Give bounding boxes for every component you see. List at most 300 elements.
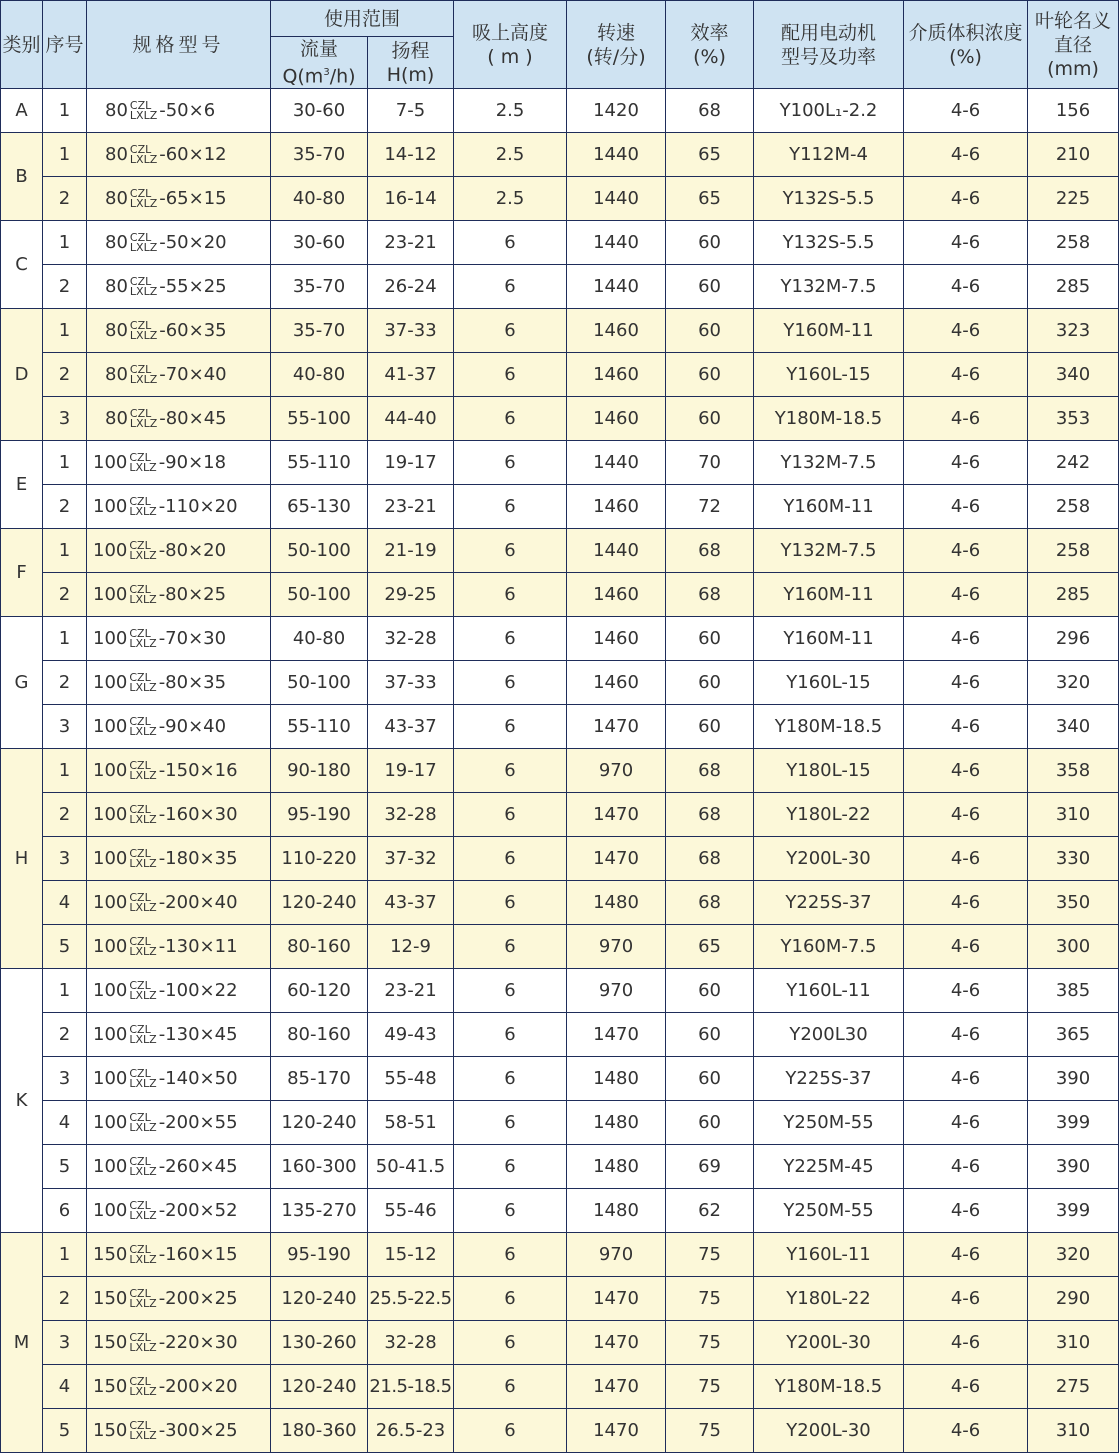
model-suffix: -220×30 [158,1332,238,1354]
model-suffix: -300×25 [158,1420,238,1442]
impeller-cell: 285 [1028,573,1119,617]
model-code [93,1200,238,1221]
model-suffix: -60×12 [159,144,227,166]
header-impeller: 叶轮名义直径 (mm) [1028,1,1119,89]
head-cell: 21.5-18.5 [368,1365,454,1409]
model-series-tag [129,1242,157,1266]
efficiency-cell: 75 [666,1233,754,1277]
flow-cell: 55-100 [271,397,368,441]
model-prefix: 100 [93,716,128,738]
table-row [1,309,1119,353]
table-row [1,925,1119,969]
concentration-cell: 4-6 [904,1013,1028,1057]
model-code [93,496,238,517]
model-suffix: -80×25 [158,584,227,606]
impeller-cell: 300 [1028,925,1119,969]
model-cell [87,617,271,661]
seq-cell: 1 [43,441,87,485]
model-tag-bottom: LXLZ [129,1252,157,1266]
motor-cell: Y200L-30 [754,1409,904,1453]
impeller-cell: 390 [1028,1057,1119,1101]
speed-cell: 1440 [567,265,666,309]
suction-cell: 6 [454,1189,567,1233]
model-code [93,804,238,825]
concentration-cell: 4-6 [904,1101,1028,1145]
model-series-tag [129,142,158,166]
model-suffix: -260×45 [158,1156,238,1178]
model-tag-top: CZL [129,802,151,816]
flow-cell: 55-110 [271,441,368,485]
motor-cell: Y250M-55 [754,1189,904,1233]
efficiency-cell: 68 [666,749,754,793]
efficiency-cell: 60 [666,969,754,1013]
speed-cell: 1470 [567,793,666,837]
model-tag-bottom: LXLZ [129,988,157,1002]
head-cell: 49-43 [368,1013,454,1057]
table-body [1,89,1119,1453]
model-suffix: -80×20 [158,540,227,562]
header-head: 扬程 H(m) [368,37,454,89]
table-row [1,705,1119,749]
model-cell [87,1233,271,1277]
motor-cell: Y160L-11 [754,969,904,1013]
model-code [93,1112,238,1133]
table-row [1,837,1119,881]
model-code [105,276,227,297]
model-prefix: 80 [105,144,128,166]
motor-cell: Y160L-11 [754,1233,904,1277]
suction-cell: 6 [454,1013,567,1057]
model-tag-top: CZL [129,186,152,200]
concentration-cell: 4-6 [904,89,1028,133]
efficiency-cell: 68 [666,573,754,617]
motor-cell: Y180M-18.5 [754,705,904,749]
concentration-cell: 4-6 [904,221,1028,265]
table-row [1,617,1119,661]
head-cell: 41-37 [368,353,454,397]
head-cell: 37-33 [368,661,454,705]
model-series-tag [129,1154,157,1178]
model-tag-top: CZL [129,98,152,112]
model-series-tag [129,318,158,342]
table-row [1,1233,1119,1277]
motor-cell: Y160M-11 [754,573,904,617]
table-row [1,1409,1119,1453]
suction-cell: 6 [454,705,567,749]
model-tag-top: CZL [129,318,152,332]
model-series-tag [129,1198,157,1222]
model-tag-bottom: LXLZ [129,636,157,650]
table-row [1,397,1119,441]
model-series-tag [129,846,157,870]
model-prefix: 100 [93,804,128,826]
speed-cell: 1460 [567,309,666,353]
suction-cell: 6 [454,969,567,1013]
model-code [105,100,215,121]
impeller-cell: 330 [1028,837,1119,881]
model-suffix: -110×20 [158,496,238,518]
model-series-tag [129,230,158,254]
table-row [1,177,1119,221]
impeller-cell: 399 [1028,1189,1119,1233]
suction-cell: 6 [454,573,567,617]
motor-cell: Y160M-11 [754,617,904,661]
seq-cell: 2 [43,485,87,529]
model-code [93,716,226,737]
model-code [105,364,227,385]
model-code [93,760,238,781]
efficiency-cell: 60 [666,265,754,309]
header-speed: 转速 (转/分) [567,1,666,89]
seq-cell: 1 [43,133,87,177]
header-flow: 流量 $Q(m^3/h)$ [271,37,368,89]
model-cell [87,309,271,353]
model-tag-top: CZL [129,1242,151,1256]
flow-cell: 50-100 [271,573,368,617]
concentration-cell: 4-6 [904,969,1028,1013]
model-code [93,1376,238,1397]
model-code [93,628,226,649]
model-prefix: 100 [93,628,128,650]
suction-cell: 2.5 [454,177,567,221]
seq-cell: 3 [43,837,87,881]
model-series-tag [129,494,157,518]
model-code [93,980,238,1001]
model-code [105,408,227,429]
motor-cell: Y132M-7.5 [754,441,904,485]
category-cell: D [1,309,43,441]
seq-cell: 1 [43,309,87,353]
seq-cell: 2 [43,573,87,617]
motor-cell: Y200L-30 [754,1321,904,1365]
impeller-cell: 340 [1028,353,1119,397]
efficiency-cell: 60 [666,617,754,661]
model-prefix: 80 [105,276,128,298]
flow-cell: 85-170 [271,1057,368,1101]
model-code [105,320,227,341]
category-cell: A [1,89,43,133]
model-cell [87,749,271,793]
model-tag-bottom: LXLZ [129,1032,157,1046]
table-row [1,881,1119,925]
model-tag-bottom: LXLZ [129,284,158,298]
efficiency-cell: 65 [666,925,754,969]
model-prefix: 100 [93,760,128,782]
model-series-tag [129,1286,157,1310]
model-series-tag [129,934,157,958]
efficiency-cell: 60 [666,1057,754,1101]
efficiency-cell: 70 [666,441,754,485]
category-cell: E [1,441,43,529]
concentration-cell: 4-6 [904,133,1028,177]
suction-cell: 6 [454,661,567,705]
model-prefix: 80 [105,364,128,386]
seq-cell: 1 [43,969,87,1013]
model-tag-top: CZL [129,978,151,992]
model-tag-top: CZL [129,934,151,948]
seq-cell: 5 [43,1145,87,1189]
flow-cell: 120-240 [271,1101,368,1145]
motor-cell: Y132M-7.5 [754,265,904,309]
model-tag-bottom: LXLZ [129,900,157,914]
efficiency-cell: 62 [666,1189,754,1233]
concentration-cell: 4-6 [904,1189,1028,1233]
suction-cell: 6 [454,1145,567,1189]
motor-cell: Y160L-15 [754,353,904,397]
model-series-tag [129,186,158,210]
efficiency-cell: 68 [666,793,754,837]
flow-cell: 90-180 [271,749,368,793]
efficiency-cell: 60 [666,309,754,353]
model-cell [87,485,271,529]
seq-cell: 1 [43,221,87,265]
model-prefix: 80 [105,408,128,430]
head-cell: 37-33 [368,309,454,353]
table-row [1,265,1119,309]
head-cell: 32-28 [368,793,454,837]
speed-cell: 1440 [567,441,666,485]
model-cell [87,221,271,265]
model-prefix: 150 [93,1420,128,1442]
flow-cell: 110-220 [271,837,368,881]
efficiency-cell: 75 [666,1409,754,1453]
model-tag-top: CZL [129,362,152,376]
model-tag-top: CZL [129,1286,151,1300]
efficiency-cell: 60 [666,1013,754,1057]
concentration-cell: 4-6 [904,573,1028,617]
suction-cell: 6 [454,441,567,485]
head-cell: 19-17 [368,749,454,793]
motor-cell: Y225S-37 [754,881,904,925]
seq-cell: 1 [43,749,87,793]
seq-cell: 2 [43,177,87,221]
model-cell [87,925,271,969]
suction-cell: 6 [454,309,567,353]
motor-cell: Y180L-22 [754,793,904,837]
model-prefix: 80 [105,320,128,342]
suction-cell: 6 [454,881,567,925]
model-tag-bottom: LXLZ [129,1076,157,1090]
model-prefix: 100 [93,672,128,694]
model-tag-top: CZL [129,1198,151,1212]
table-row [1,441,1119,485]
table-row [1,969,1119,1013]
model-tag-bottom: LXLZ [129,1384,157,1398]
model-tag-top: CZL [129,538,151,552]
model-code [93,584,226,605]
model-code [93,1156,238,1177]
head-cell: 26.5-23 [368,1409,454,1453]
model-prefix: 100 [93,452,128,474]
concentration-cell: 4-6 [904,925,1028,969]
suction-cell: 6 [454,221,567,265]
head-cell: 43-37 [368,705,454,749]
table-row [1,1365,1119,1409]
table-row [1,221,1119,265]
table-row [1,133,1119,177]
model-tag-bottom: LXLZ [129,592,157,606]
model-cell [87,1013,271,1057]
speed-cell: 1470 [567,1365,666,1409]
table-row [1,1057,1119,1101]
motor-cell: Y160M-11 [754,485,904,529]
suction-cell: 6 [454,1233,567,1277]
category-cell: H [1,749,43,969]
header-motor: 配用电动机 型号及功率 [754,1,904,89]
head-cell: 37-32 [368,837,454,881]
speed-cell: 1480 [567,1101,666,1145]
impeller-cell: 320 [1028,1233,1119,1277]
concentration-cell: 4-6 [904,1277,1028,1321]
efficiency-cell: 69 [666,1145,754,1189]
model-tag-bottom: LXLZ [129,1428,157,1442]
model-suffix: -90×40 [158,716,227,738]
table-row [1,1277,1119,1321]
impeller-cell: 323 [1028,309,1119,353]
model-suffix: -55×25 [159,276,227,298]
model-suffix: -65×15 [159,188,227,210]
model-suffix: -200×52 [158,1200,238,1222]
model-tag-top: CZL [129,1110,151,1124]
model-cell [87,881,271,925]
speed-cell: 1460 [567,485,666,529]
flow-cell: 135-270 [271,1189,368,1233]
flow-cell: 30-60 [271,89,368,133]
head-cell: 21-19 [368,529,454,573]
concentration-cell: 4-6 [904,793,1028,837]
concentration-cell: 4-6 [904,309,1028,353]
model-cell [87,265,271,309]
efficiency-cell: 68 [666,89,754,133]
model-cell [87,133,271,177]
model-tag-top: CZL [129,1066,151,1080]
model-cell [87,1057,271,1101]
table-row [1,89,1119,133]
impeller-cell: 258 [1028,529,1119,573]
model-tag-bottom: LXLZ [129,1164,157,1178]
model-suffix: -50×20 [159,232,227,254]
impeller-cell: 340 [1028,705,1119,749]
model-tag-bottom: LXLZ [129,724,157,738]
model-suffix: -150×16 [158,760,238,782]
efficiency-cell: 60 [666,705,754,749]
model-code [93,936,238,957]
impeller-cell: 275 [1028,1365,1119,1409]
table-row [1,573,1119,617]
header-suction: 吸上高度 ( m ) [454,1,567,89]
model-code [93,1420,238,1441]
speed-cell: 1440 [567,221,666,265]
model-code [93,540,226,561]
header-range-group: 使用范围 [271,1,454,37]
model-series-tag [129,626,157,650]
concentration-cell: 4-6 [904,1233,1028,1277]
motor-cell: Y180M-18.5 [754,397,904,441]
model-tag-bottom: LXLZ [129,944,157,958]
impeller-cell: 365 [1028,1013,1119,1057]
seq-cell: 5 [43,925,87,969]
model-prefix: 100 [93,936,128,958]
model-prefix: 100 [93,980,128,1002]
speed-cell: 1460 [567,661,666,705]
impeller-cell: 320 [1028,661,1119,705]
model-suffix: -80×45 [159,408,227,430]
speed-cell: 1480 [567,1189,666,1233]
head-cell: 14-12 [368,133,454,177]
suction-cell: 6 [454,1365,567,1409]
model-series-tag [129,890,157,914]
head-cell: 44-40 [368,397,454,441]
speed-cell: 1470 [567,837,666,881]
flow-cell: 55-110 [271,705,368,749]
head-cell: 7-5 [368,89,454,133]
speed-cell: 1460 [567,573,666,617]
model-cell [87,1321,271,1365]
flow-cell: 40-80 [271,177,368,221]
model-tag-top: CZL [129,846,151,860]
model-code [93,1332,238,1353]
model-series-tag [129,758,157,782]
model-cell [87,837,271,881]
model-code [105,232,227,253]
efficiency-cell: 75 [666,1365,754,1409]
speed-cell: 1440 [567,177,666,221]
head-cell: 32-28 [368,617,454,661]
head-cell: 43-37 [368,881,454,925]
model-suffix: -160×15 [158,1244,238,1266]
impeller-cell: 225 [1028,177,1119,221]
model-tag-top: CZL [129,450,151,464]
model-cell [87,705,271,749]
head-cell: 23-21 [368,485,454,529]
head-cell: 23-21 [368,969,454,1013]
head-cell: 12-9 [368,925,454,969]
speed-cell: 1460 [567,397,666,441]
flow-cell: 95-190 [271,793,368,837]
seq-cell: 4 [43,1101,87,1145]
flow-cell: 160-300 [271,1145,368,1189]
speed-cell: 970 [567,925,666,969]
efficiency-cell: 75 [666,1321,754,1365]
model-tag-bottom: LXLZ [129,196,158,210]
flow-cell: 120-240 [271,881,368,925]
flow-cell: 120-240 [271,1365,368,1409]
model-suffix: -180×35 [158,848,238,870]
suction-cell: 6 [454,793,567,837]
seq-cell: 1 [43,1233,87,1277]
table-row [1,1101,1119,1145]
head-cell: 32-28 [368,1321,454,1365]
category-cell: C [1,221,43,309]
efficiency-cell: 65 [666,133,754,177]
head-cell: 15-12 [368,1233,454,1277]
model-series-tag [129,1066,157,1090]
model-prefix: 100 [93,1112,128,1134]
seq-cell: 6 [43,1189,87,1233]
head-cell: 50-41.5 [368,1145,454,1189]
suction-cell: 6 [454,617,567,661]
model-tag-top: CZL [129,890,151,904]
model-tag-top: CZL [129,758,151,772]
table-row [1,353,1119,397]
efficiency-cell: 60 [666,353,754,397]
model-code [93,892,238,913]
table-row [1,1013,1119,1057]
model-cell [87,969,271,1013]
model-code [93,1288,238,1309]
suction-cell: 6 [454,837,567,881]
motor-cell: Y100L₁-2.2 [754,89,904,133]
